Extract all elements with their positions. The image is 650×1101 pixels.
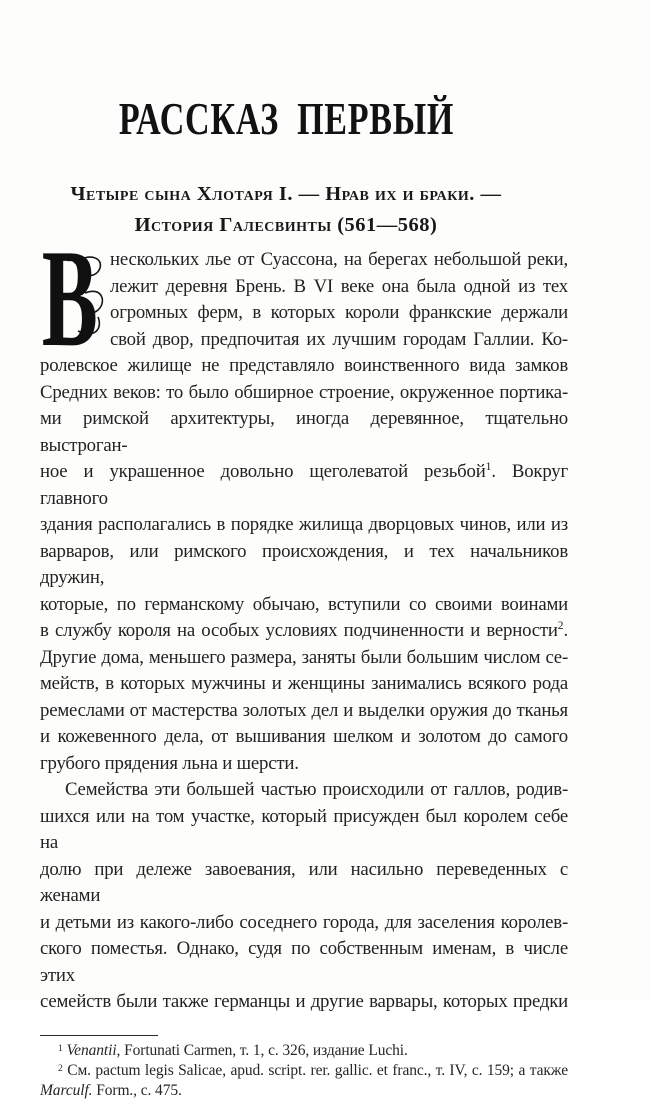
dropcap-initial (40, 251, 104, 351)
body-line: Другие дома, меньшего размера, заняты были большим числом се- (40, 646, 568, 668)
dropcap-ornament-icon (40, 251, 104, 351)
body-line: огромных ферм, в которых короли франкские держали (110, 302, 568, 323)
body-line: лежит деревня Брень. В VI веке она была одной из тех (110, 275, 568, 297)
italic-text: Marculf. (40, 1081, 93, 1099)
footnote-ref: 1 (58, 1043, 63, 1054)
body-line: ского поместья. Однако, судя по собственным именам, в числе этих (40, 938, 568, 986)
paragraph-2-lines (40, 777, 568, 1016)
chapter-subtitle (40, 179, 532, 241)
body-line: и детьми из какого-либо соседнего города, для заселения королев- (40, 911, 568, 933)
paragraph-1 (40, 247, 568, 777)
italic-text: Venantii, (66, 1041, 121, 1059)
footnote-line: $^2$ См. pactum legis Salicae, apud. script. rer. gallic. et franc., т. IV, с. 159; а также (58, 1061, 568, 1079)
chapter-heading (40, 93, 568, 241)
body-line: шихся или на том участке, который присужден был королем себе на (40, 805, 568, 853)
body-line: свой двор, предпочитая их лучшим городам Галлии. Ко- (110, 328, 568, 350)
body-line: здания располагались в порядке жилища дворцовых чинов, или из (40, 514, 568, 535)
body-line: нескольких лье от Суассона, на берегах небольшой реки, (110, 249, 568, 270)
chapter-title-text: РАССКАЗ ПЕРВЫЙ (118, 93, 454, 144)
body-line: и кожевенного дела, от вышивания шелком и золотом до самого (40, 726, 568, 747)
body-line: грубого прядения льна и шерсти. (40, 752, 299, 774)
body-line: ремеслами от мастерства золотых дел и выделки оружия до тканья (40, 699, 568, 721)
body-line: мейств, в которых мужчины и женщины занимались всякого рода (40, 673, 568, 694)
footnote-ref: 2 (58, 1063, 63, 1074)
body-line: долю при дележе завоевания, или насильно переведенных с женами (40, 858, 568, 906)
paragraph-1-lines (40, 247, 568, 777)
footnote-ref: 2 (557, 620, 564, 632)
body-line: ное и украшенное довольно щеголеватой резьбой$^1$. Вокруг главного (40, 461, 568, 509)
dropcap-letter: В (41, 251, 98, 351)
body-line: ролевское жилище не представляло воинственного вида замков (40, 355, 568, 376)
body-line: ми римской архитектуры, иногда деревянное, тщательно выстроган- (40, 408, 568, 456)
footnote-line: Marculf. Form., с. 475. (40, 1081, 182, 1099)
body-line: варваров, или римского происхождения, и тех начальников дружин, (40, 540, 568, 588)
footnote-separator (40, 1035, 158, 1036)
body-line: Средних веков: то было обширное строение, окруженное портика- (40, 381, 568, 403)
chapter-subtitle-line1: Четыре сына Хлотаря I. — Нрав их и браки. — (70, 183, 502, 205)
body-text (40, 247, 568, 1016)
body-line: которые, по германскому обычаю, вступили со своими воинами (40, 593, 568, 615)
paragraph-2 (40, 777, 568, 1016)
footnotes (40, 1041, 568, 1101)
body-line: семейств были также германцы и другие варвары, которых предки (40, 991, 568, 1012)
footnote-ref: 1 (485, 461, 492, 473)
footnote-line: $^1$ Venantii, Fortunati Carmen, т. 1, с. 326, издание Luchi. (58, 1041, 408, 1059)
chapter-title (40, 93, 532, 144)
chapter-subtitle-line2: История Галесвинты (561—568) (134, 214, 438, 236)
body-line: в службу короля на особых условиях подчиненности и верности$^2$. (40, 620, 568, 641)
body-line: Семейства эти большей частью происходили от галлов, родив- (65, 779, 568, 800)
